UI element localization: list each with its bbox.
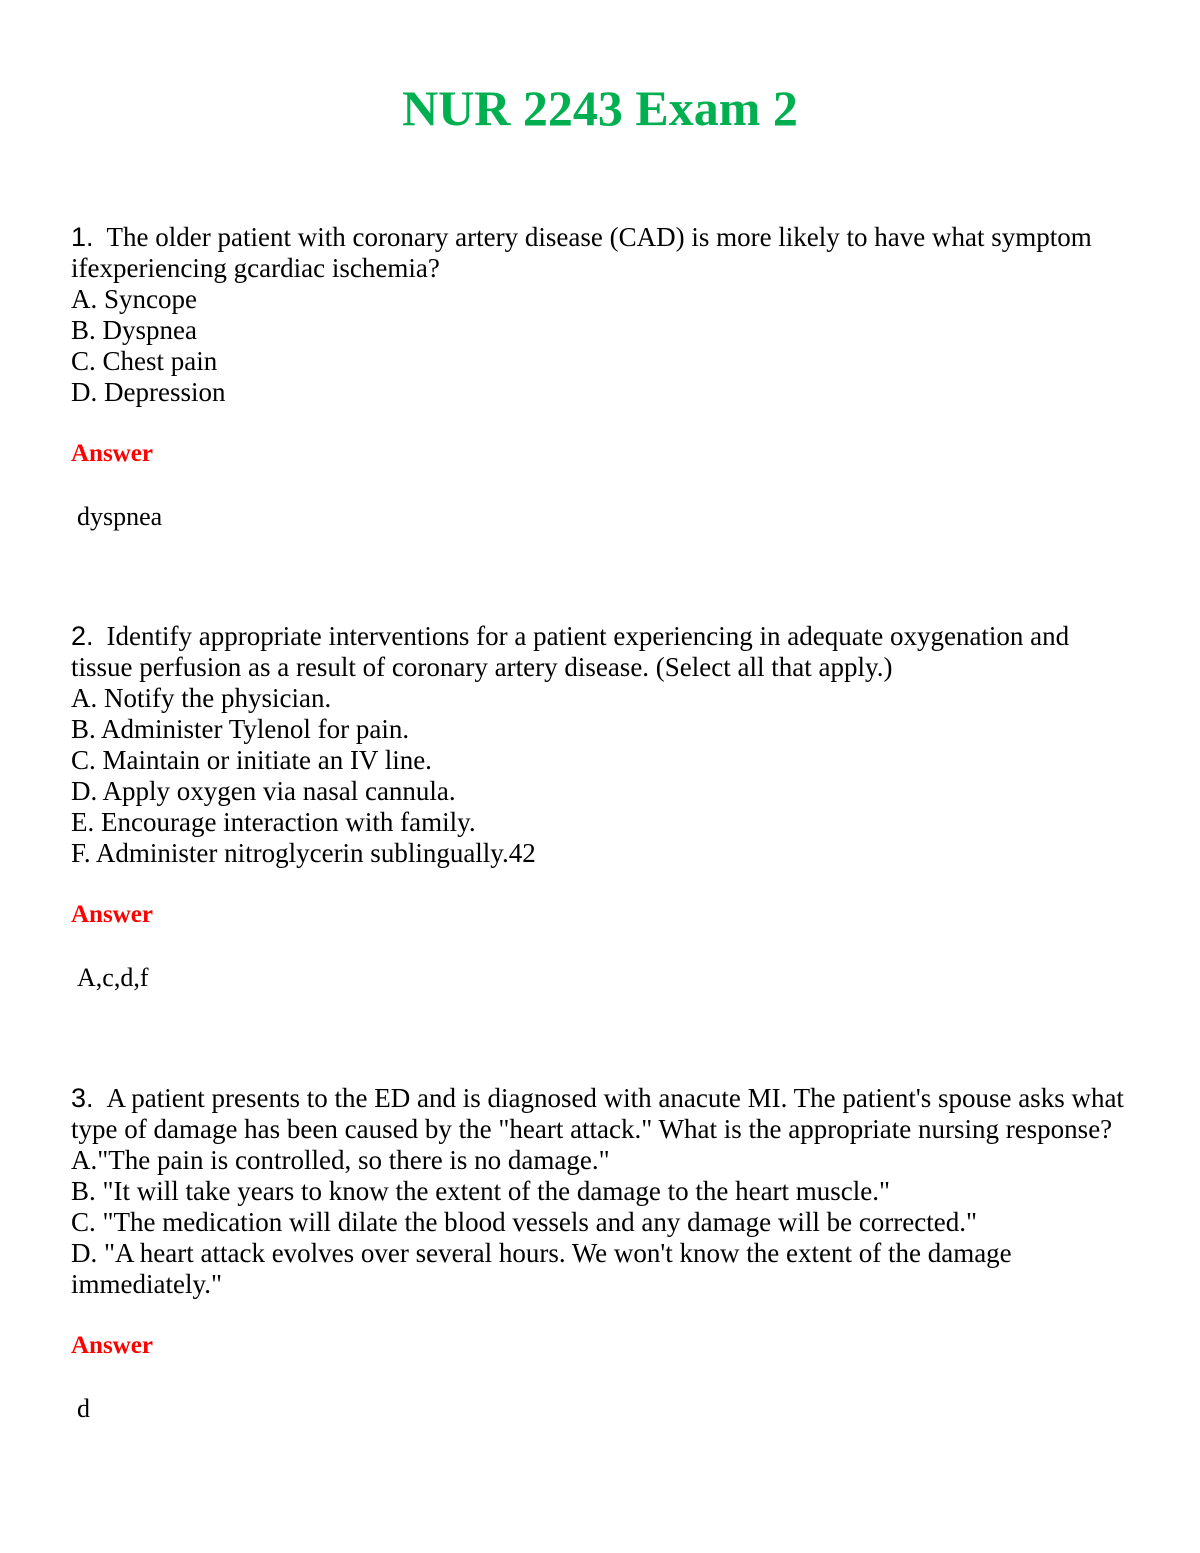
question-3	[71, 1083, 1131, 1424]
answer-heading: Answer	[71, 440, 153, 467]
question-text: Identify appropriate interventions for a patient experiencing in adequate oxygenation and tissue perfusion as a result of coronary artery disease. (Select all that apply.)	[71, 621, 1070, 682]
question-number: 3.	[71, 1083, 94, 1113]
question-2	[71, 621, 1131, 993]
option-b: B. Dyspnea	[71, 315, 197, 345]
answer-heading: Answer	[71, 1332, 153, 1359]
option-a: A. Syncope	[71, 284, 197, 314]
question-1	[71, 222, 1131, 532]
answer-text: dyspnea	[77, 502, 163, 531]
question-stem	[71, 621, 1131, 683]
option-a: A. Notify the physician.	[71, 683, 332, 713]
option-d: D. Depression	[71, 377, 226, 407]
question-number: 1.	[71, 222, 94, 252]
question-stem	[71, 222, 1131, 284]
option-c: C. Maintain or initiate an IV line.	[71, 745, 432, 775]
option-b: B. "It will take years to know the extent of the damage to the heart muscle."	[71, 1176, 891, 1206]
page-title: NUR 2243 Exam 2	[402, 80, 798, 136]
answer-text: d	[77, 1394, 90, 1423]
question-stem	[71, 1083, 1131, 1145]
answer-options	[71, 683, 1131, 869]
question-text: A patient presents to the ED and is diagnosed with anacute MI. The patient's spouse asks what type of damage has been caused by the "heart attack." What is the appropriate nursing response?	[71, 1083, 1124, 1144]
option-e: E. Encourage interaction with family.	[71, 807, 476, 837]
answer-options	[71, 284, 1131, 408]
option-d: D. Apply oxygen via nasal cannula.	[71, 776, 456, 806]
answer-heading: Answer	[71, 901, 153, 928]
question-text: The older patient with coronary artery disease (CAD) is more likely to have what symptom ifexperiencing gcardiac ischemia?	[71, 222, 1092, 283]
option-f: F. Administer nitroglycerin sublingually.42	[71, 838, 536, 868]
answer-text: A,c,d,f	[77, 963, 149, 992]
option-c: C. Chest pain	[71, 346, 218, 376]
option-d: D. "A heart attack evolves over several hours. We won't know the extent of the damage immediately."	[71, 1238, 1012, 1299]
option-c: C. "The medication will dilate the blood vessels and any damage will be corrected."	[71, 1207, 978, 1237]
question-number: 2.	[71, 621, 94, 651]
option-b: B. Administer Tylenol for pain.	[71, 714, 410, 744]
answer-options	[71, 1145, 1131, 1300]
option-a: A."The pain is controlled, so there is no damage."	[71, 1145, 610, 1175]
